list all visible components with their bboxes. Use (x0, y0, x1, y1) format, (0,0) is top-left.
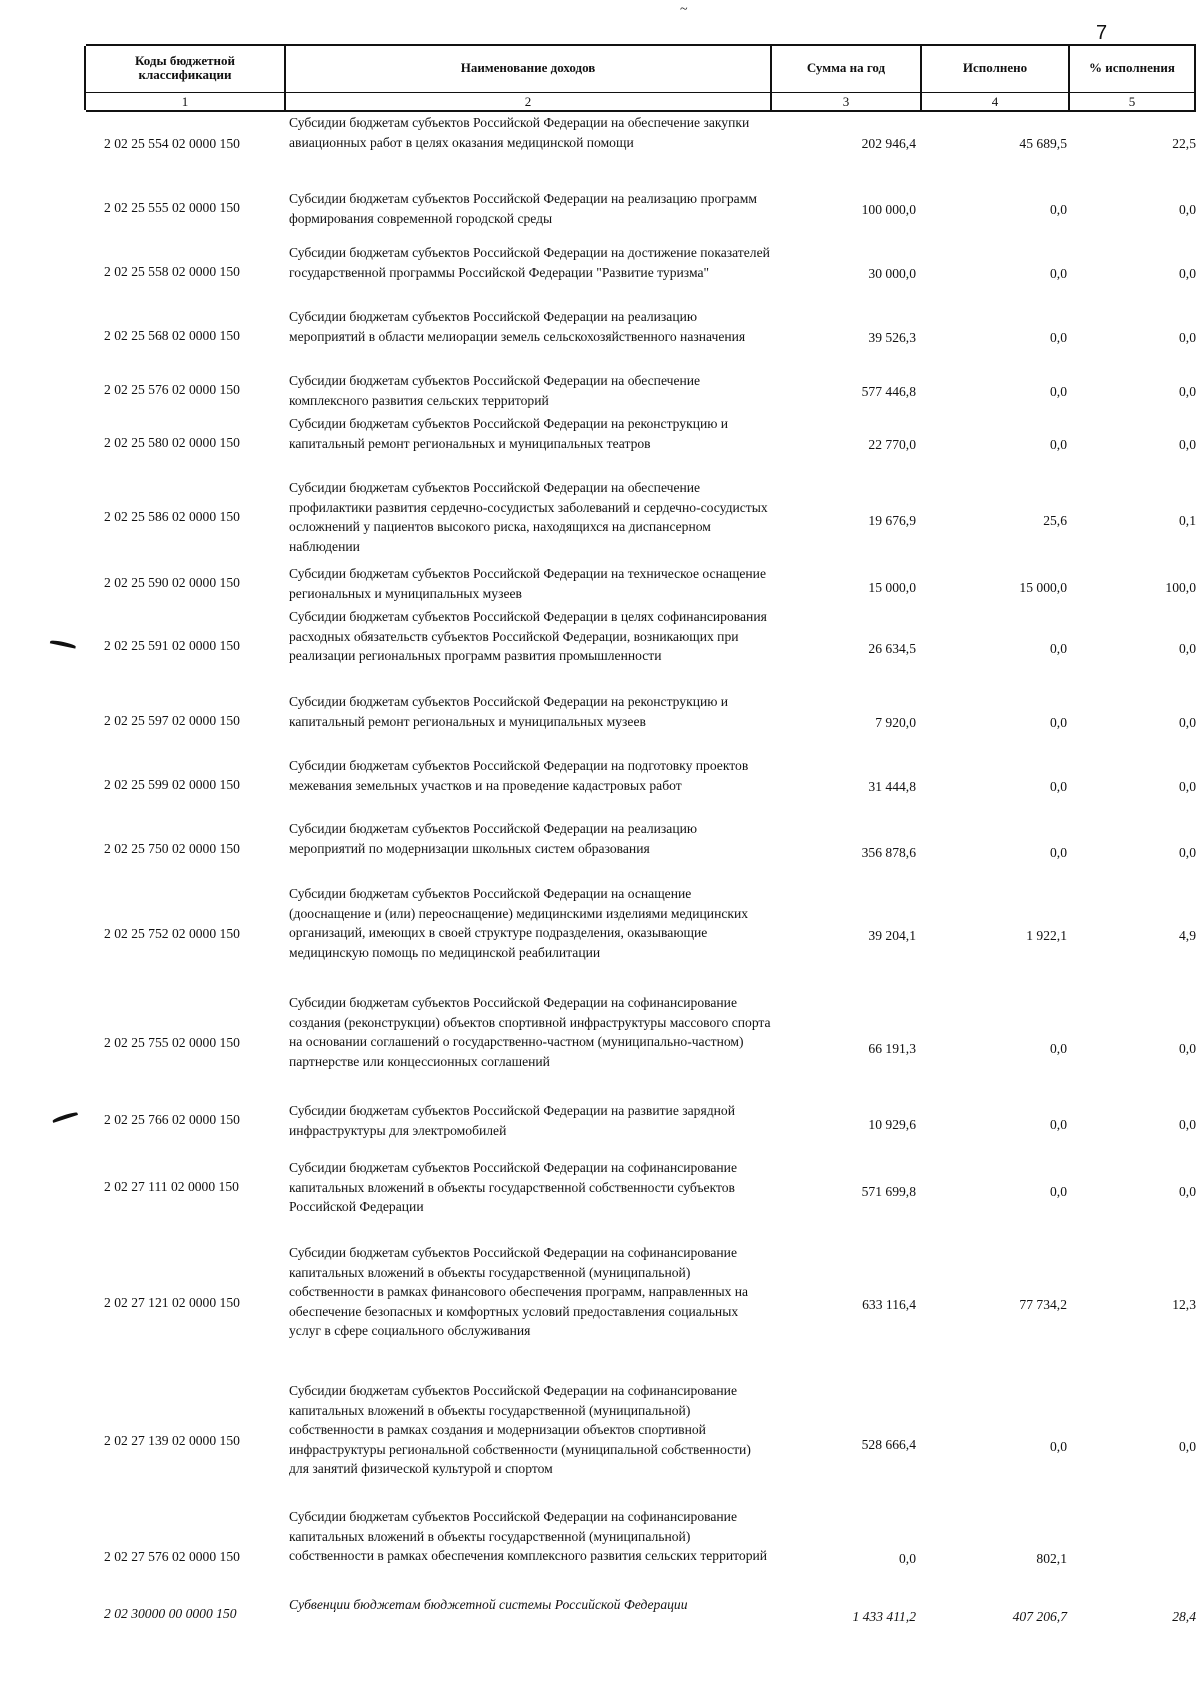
row-name: Субсидии бюджетам субъектов Российской Федерации на обеспечение профилактики развития сердечно-сосудистых заболеваний и сердечно-сосудистых осложнений у пациентов высокого риска, находящихся на диспансерном наблюдении (289, 480, 768, 554)
row-sum: 39 526,3 (868, 330, 916, 345)
row-name: Субсидии бюджетам субъектов Российской Федерации на софинансирование капитальных вложений в объекты государственной (муниципальной) собственности в рамках создания и модернизации объектов спортивной инфраструктуры региональной собственности (муниципальной собственности) для занятий физической культурой и спортом (289, 1383, 751, 1477)
row-percent: 0,0 (1179, 1184, 1196, 1199)
row-executed: 15 000,0 (1019, 580, 1067, 595)
row-percent: 12,3 (1172, 1297, 1196, 1312)
header-codes: Коды бюджетной классификации (134, 53, 236, 82)
row-executed: 407 206,7 (1012, 1609, 1067, 1624)
row-code: 2 02 25 576 02 0000 150 (104, 382, 240, 397)
row-executed: 0,0 (1050, 330, 1067, 345)
row-sum: 571 699,8 (861, 1184, 916, 1199)
top-scan-mark: ~ (680, 2, 688, 17)
row-code: 2 02 25 568 02 0000 150 (104, 328, 240, 343)
row-sum: 0,0 (899, 1551, 916, 1566)
row-sum: 528 666,4 (861, 1437, 916, 1452)
row-sum: 7 920,0 (875, 715, 916, 730)
row-percent: 0,0 (1179, 779, 1196, 794)
row-executed: 0,0 (1050, 641, 1067, 656)
left-scan-mark-2 (52, 1111, 78, 1123)
row-code: 2 02 27 111 02 0000 150 (104, 1179, 239, 1194)
row-percent: 0,0 (1179, 384, 1196, 399)
row-name: Субсидии бюджетам субъектов Российской Федерации на подготовку проектов межевания земельных участков и на проведение кадастровых работ (289, 758, 749, 793)
row-executed: 0,0 (1050, 1117, 1067, 1132)
row-sum: 577 446,8 (861, 384, 916, 399)
header-num-4: 4 (922, 92, 1068, 110)
row-executed: 77 734,2 (1019, 1297, 1067, 1312)
row-sum: 633 116,4 (862, 1297, 916, 1312)
row-sum: 1 433 411,2 (852, 1609, 916, 1624)
row-percent: 22,5 (1172, 136, 1196, 151)
row-percent: 0,0 (1179, 845, 1196, 860)
header-sum: Сумма на год (806, 60, 886, 75)
row-name: Субсидии бюджетам субъектов Российской Федерации на обеспечение комплексного развития сельских территорий (289, 373, 701, 408)
row-name: Субсидии бюджетам субъектов Российской Федерации на достижение показателей государственной программы Российской Федерации "Развитие туризма" (289, 245, 770, 280)
row-executed: 25,6 (1043, 513, 1067, 528)
row-percent: 100,0 (1165, 580, 1196, 595)
row-name: Субсидии бюджетам субъектов Российской Федерации на техническое оснащение региональных и муниципальных музеев (289, 566, 766, 601)
row-executed: 0,0 (1050, 266, 1067, 281)
row-sum: 22 770,0 (868, 437, 916, 452)
row-code: 2 02 25 590 02 0000 150 (104, 575, 240, 590)
left-scan-mark-1 (50, 639, 76, 648)
row-sum: 31 444,8 (868, 779, 916, 794)
row-name: Субсидии бюджетам субъектов Российской Федерации на софинансирование капитальных вложений в объекты государственной (муниципальной) собственности в рамках финансового обеспечения программ, направленных на обеспечение безопасных и комфортных условий предоставления социальных услуг в сфере социального обслуживания (289, 1245, 749, 1339)
row-name: Субсидии бюджетам субъектов Российской Федерации на софинансирование капитальных вложений в объекты государственной (муниципальной) собственности в рамках обеспечения комплексного развития сельских территорий (289, 1509, 768, 1564)
row-code: 2 02 27 121 02 0000 150 (104, 1295, 240, 1310)
row-percent: 0,0 (1179, 641, 1196, 656)
row-executed: 45 689,5 (1019, 136, 1067, 151)
row-percent: 0,0 (1179, 1117, 1196, 1132)
row-name: Субвенции бюджетам бюджетной системы Российской Федерации (289, 1597, 688, 1612)
row-percent: 0,0 (1179, 1439, 1196, 1454)
row-sum: 30 000,0 (868, 266, 916, 281)
row-executed: 0,0 (1050, 1184, 1067, 1199)
row-code: 2 02 25 755 02 0000 150 (104, 1035, 240, 1050)
row-code: 2 02 27 576 02 0000 150 (104, 1549, 240, 1564)
row-code: 2 02 25 599 02 0000 150 (104, 777, 240, 792)
header-percent: % исполнения (1089, 60, 1175, 75)
row-executed: 1 922,1 (1026, 928, 1067, 943)
row-name: Субсидии бюджетам субъектов Российской Федерации на обеспечение закупки авиационных работ в целях оказания медицинской помощи (289, 115, 750, 150)
row-executed: 0,0 (1050, 715, 1067, 730)
row-executed: 0,0 (1050, 384, 1067, 399)
page-number: 7 (1096, 22, 1108, 44)
row-percent: 4,9 (1179, 928, 1196, 943)
table-header (86, 44, 1196, 112)
row-percent: 0,0 (1179, 202, 1196, 217)
row-name: Субсидии бюджетам субъектов Российской Федерации в целях софинансирования расходных обязательств субъектов Российской Федерации, возникающих при реализации региональных программ развития промышленности (289, 609, 767, 664)
row-executed: 0,0 (1050, 437, 1067, 452)
header-executed: Исполнено (962, 60, 1028, 75)
row-code: 2 02 25 554 02 0000 150 (104, 136, 240, 151)
row-percent: 0,0 (1179, 330, 1196, 345)
row-executed: 802,1 (1036, 1551, 1067, 1566)
header-num-5: 5 (1070, 92, 1194, 110)
row-sum: 202 946,4 (861, 136, 916, 151)
row-code: 2 02 25 555 02 0000 150 (104, 200, 240, 215)
row-percent: 0,0 (1179, 1041, 1196, 1056)
row-sum: 15 000,0 (868, 580, 916, 595)
row-code: 2 02 25 750 02 0000 150 (104, 841, 240, 856)
row-executed: 0,0 (1050, 1439, 1067, 1454)
row-name: Субсидии бюджетам субъектов Российской Федерации на развитие зарядной инфраструктуры для электромобилей (289, 1103, 735, 1138)
row-code: 2 02 25 580 02 0000 150 (104, 435, 240, 450)
row-executed: 0,0 (1050, 845, 1067, 860)
header-name: Наименование доходов (460, 60, 596, 75)
row-code: 2 02 25 558 02 0000 150 (104, 264, 240, 279)
row-executed: 0,0 (1050, 1041, 1067, 1056)
row-percent: 0,0 (1179, 266, 1196, 281)
row-name: Субсидии бюджетам субъектов Российской Федерации на реализацию мероприятий в области мелиорации земель сельскохозяйственного назначения (289, 309, 746, 344)
row-executed: 0,0 (1050, 779, 1067, 794)
header-num-2: 2 (286, 92, 770, 110)
row-name: Субсидии бюджетам субъектов Российской Федерации на реконструкцию и капитальный ремонт региональных и муниципальных музеев (289, 694, 729, 729)
row-percent: 0,1 (1179, 513, 1196, 528)
row-sum: 39 204,1 (868, 928, 916, 943)
row-sum: 100 000,0 (861, 202, 916, 217)
row-code: 2 02 25 591 02 0000 150 (104, 638, 240, 653)
header-num-3: 3 (772, 92, 920, 110)
row-sum: 66 191,3 (868, 1041, 916, 1056)
row-name: Субсидии бюджетам субъектов Российской Федерации на реализацию программ формирования современной городской среды (289, 191, 757, 226)
row-percent: 28,4 (1172, 1609, 1196, 1624)
row-executed: 0,0 (1050, 202, 1067, 217)
row-name: Субсидии бюджетам субъектов Российской Федерации на софинансирование создания (реконструкции) объектов спортивной инфраструктуры массового спорта на основании соглашений о государственно-частном (муниципально-частном) партнерстве или концессионных соглашений (289, 995, 771, 1069)
row-code: 2 02 30000 00 0000 150 (104, 1606, 237, 1621)
row-sum: 356 878,6 (861, 845, 916, 860)
row-percent: 0,0 (1179, 715, 1196, 730)
row-code: 2 02 27 139 02 0000 150 (104, 1433, 240, 1448)
row-code: 2 02 25 752 02 0000 150 (104, 926, 240, 941)
row-sum: 19 676,9 (868, 513, 916, 528)
row-code: 2 02 25 766 02 0000 150 (104, 1112, 240, 1127)
header-num-1: 1 (86, 92, 284, 110)
row-percent: 0,0 (1179, 437, 1196, 452)
row-sum: 10 929,6 (868, 1117, 916, 1132)
row-sum: 26 634,5 (868, 641, 916, 656)
row-code: 2 02 25 597 02 0000 150 (104, 713, 240, 728)
row-name: Субсидии бюджетам субъектов Российской Федерации на реализацию мероприятий по модернизации школьных систем образования (289, 821, 698, 856)
row-name: Субсидии бюджетам субъектов Российской Федерации на софинансирование капитальных вложений в объекты государственной собственности субъектов Российской Федерации (289, 1160, 737, 1215)
row-code: 2 02 25 586 02 0000 150 (104, 509, 240, 524)
row-name: Субсидии бюджетам субъектов Российской Федерации на оснащение (дооснащение и (или) переоснащение) медицинскими изделиями медицинских организаций, имеющих в своей структуре подразделения, оказывающие медицинскую помощь по медицинской реабилитации (289, 886, 749, 960)
row-name: Субсидии бюджетам субъектов Российской Федерации на реконструкцию и капитальный ремонт региональных и муниципальных театров (289, 416, 729, 451)
